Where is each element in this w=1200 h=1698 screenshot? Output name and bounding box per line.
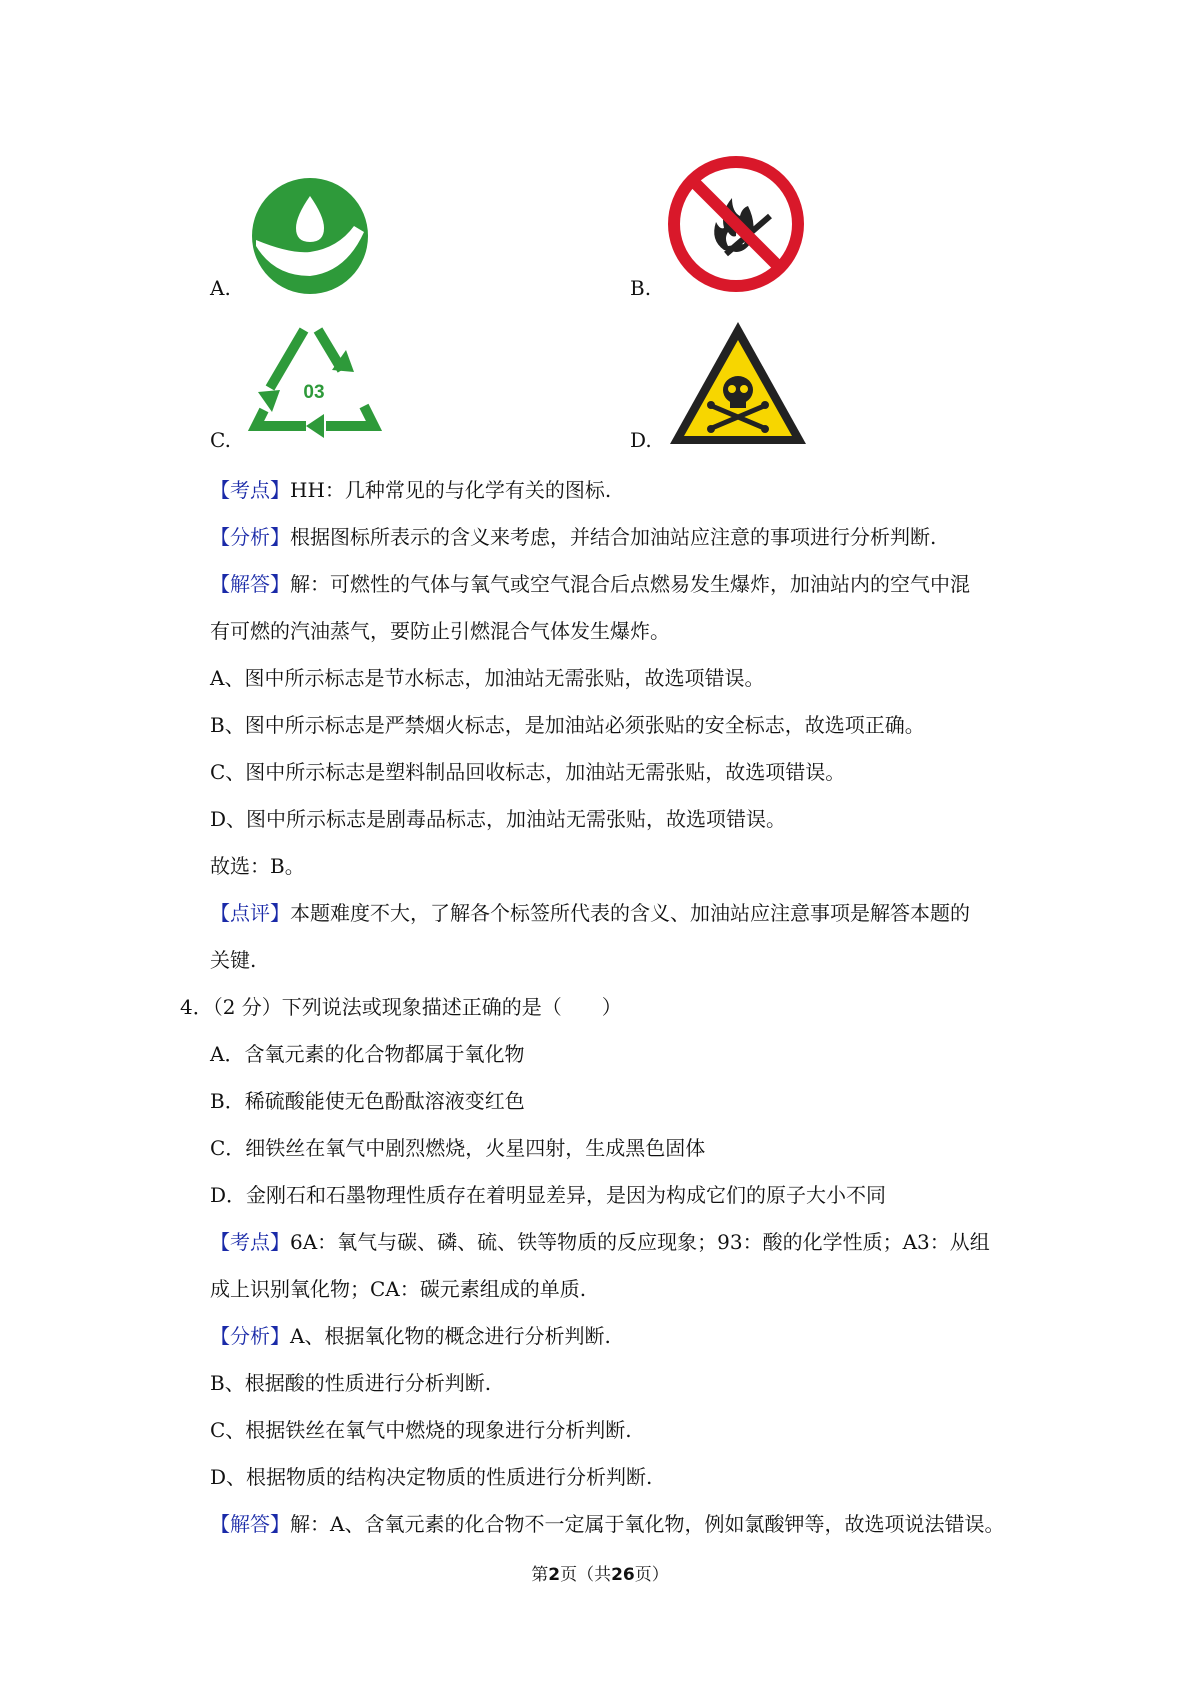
option-a-letter: A.: [210, 276, 231, 300]
q3-answer: 故选：B。: [210, 854, 305, 878]
poison-sign-icon: [666, 318, 810, 448]
jieda-tag: 【解答】: [210, 1512, 290, 1536]
q4-option-a: A．含氧元素的化合物都属于氧化物: [210, 1042, 525, 1066]
kaodian-tag: 【考点】: [210, 478, 290, 502]
jieda-tag: 【解答】: [210, 572, 290, 596]
q4-fenxi: 【分析】A、根据氧化物的概念进行分析判断.: [210, 1324, 611, 1348]
q3-explain-b: B、图中所示标志是严禁烟火标志，是加油站必须张贴的安全标志，故选项正确。: [210, 713, 925, 737]
q4-fenxi-b: B、根据酸的性质进行分析判断.: [210, 1371, 492, 1395]
q4-jieda: 【解答】解：A、含氧元素的化合物不一定属于氧化物，例如氯酸钾等，故选项说法错误。: [210, 1512, 1005, 1536]
recycling-code: 03: [303, 382, 325, 403]
q4-option-b: B．稀硫酸能使无色酚酞溶液变红色: [210, 1089, 525, 1113]
option-b-letter: B.: [630, 276, 652, 300]
q3-dianping: 【点评】本题难度不大，了解各个标签所代表的含义、加油站应注意事项是解答本题的: [210, 901, 970, 925]
q4-fenxi-c: C、根据铁丝在氧气中燃烧的现象进行分析判断.: [210, 1418, 632, 1442]
option-c-letter: C.: [210, 428, 231, 452]
fenxi-tag: 【分析】: [210, 525, 290, 549]
q4-option-d: D．金刚石和石墨物理性质存在着明显差异，是因为构成它们的原子大小不同: [210, 1183, 887, 1207]
option-d-letter: D.: [630, 428, 652, 452]
no-fire-sign-icon: [666, 154, 806, 294]
kaodian-tag: 【考点】: [210, 1230, 290, 1254]
q3-fenxi: 【分析】根据图标所表示的含义来考虑，并结合加油站应注意的事项进行分析判断.: [210, 525, 937, 549]
q3-jieda-cont: 有可燃的汽油蒸气，要防止引燃混合气体发生爆炸。: [210, 619, 670, 643]
page-footer: 第2页（共26页）: [531, 1565, 669, 1585]
q3-explain-a: A、图中所示标志是节水标志，加油站无需张贴，故选项错误。: [210, 666, 765, 690]
q4-fenxi-d: D、根据物质的结构决定物质的性质进行分析判断.: [210, 1465, 653, 1489]
q4-stem: 4．（2 分）下列说法或现象描述正确的是（ ）: [180, 995, 622, 1019]
q3-dianping-cont: 关键.: [210, 948, 257, 972]
plastic-recycling-sign-icon: [246, 318, 382, 448]
q4-kaodian: 【考点】6A：氧气与碳、磷、硫、铁等物质的反应现象；93：酸的化学性质；A3：从组: [210, 1230, 990, 1254]
page-number: 2: [548, 1565, 561, 1585]
water-saving-sign-icon: [250, 176, 370, 296]
total-pages: 26: [611, 1565, 635, 1585]
q3-explain-d: D、图中所示标志是剧毒品标志，加油站无需张贴，故选项错误。: [210, 807, 787, 831]
dianping-tag: 【点评】: [210, 901, 290, 925]
q4-option-c: C．细铁丝在氧气中剧烈燃烧，火星四射，生成黑色固体: [210, 1136, 706, 1160]
q3-jieda: 【解答】解：可燃性的气体与氧气或空气混合后点燃易发生爆炸，加油站内的空气中混: [210, 572, 970, 596]
q3-explain-c: C、图中所示标志是塑料制品回收标志，加油站无需张贴，故选项错误。: [210, 760, 846, 784]
q4-kaodian-cont: 成上识别氧化物；CA：碳元素组成的单质.: [210, 1277, 587, 1301]
fenxi-tag: 【分析】: [210, 1324, 290, 1348]
q3-kaodian: 【考点】HH：几种常见的与化学有关的图标.: [210, 478, 612, 502]
